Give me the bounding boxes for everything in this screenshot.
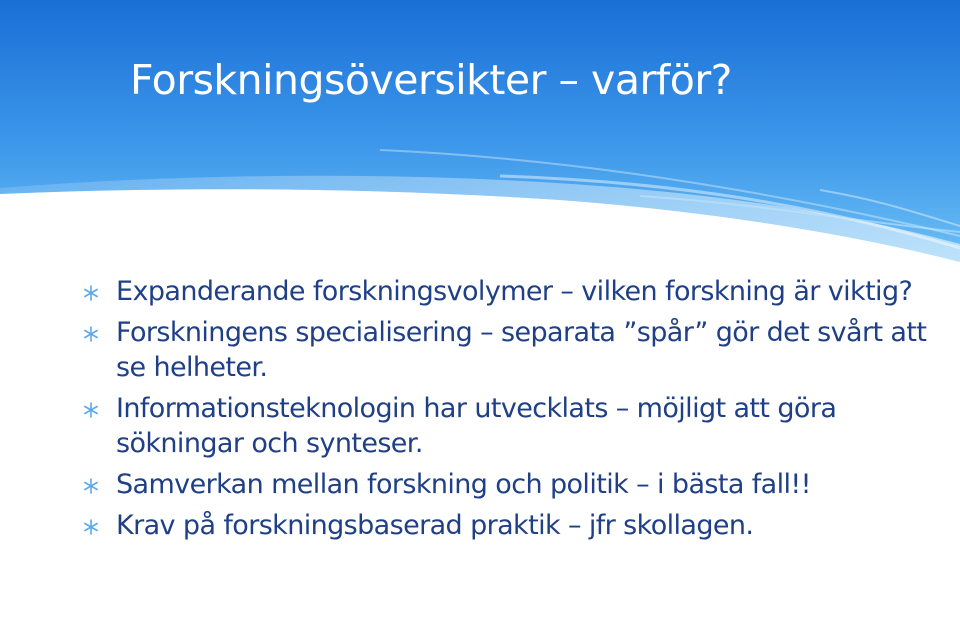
bullet-item xyxy=(82,467,932,502)
bullet-text: Informationsteknologin har utvecklats – möjligt att göra sökningar och synteser. xyxy=(116,393,837,459)
bullet-item xyxy=(82,508,932,543)
asterisk-icon xyxy=(82,325,100,343)
asterisk-icon xyxy=(82,284,100,302)
asterisk-icon xyxy=(82,518,100,536)
asterisk-icon xyxy=(82,477,100,495)
asterisk-icon xyxy=(82,401,100,419)
bullet-text: Expanderande forskningsvolymer – vilken forskning är viktig? xyxy=(116,276,913,307)
header-banner xyxy=(0,0,960,270)
slide-title: Forskningsöversikter – varför? xyxy=(130,56,732,104)
bullet-list xyxy=(82,274,932,549)
bullet-text: Krav på forskningsbaserad praktik – jfr skollagen. xyxy=(116,510,754,541)
bullet-item xyxy=(82,274,932,309)
bullet-item xyxy=(82,315,932,385)
bullet-text: Samverkan mellan forskning och politik – i bästa fall!! xyxy=(116,469,811,500)
bullet-text: Forskningens specialisering – separata ”spår” gör det svårt att se helheter. xyxy=(116,317,927,383)
bullet-item xyxy=(82,391,932,461)
